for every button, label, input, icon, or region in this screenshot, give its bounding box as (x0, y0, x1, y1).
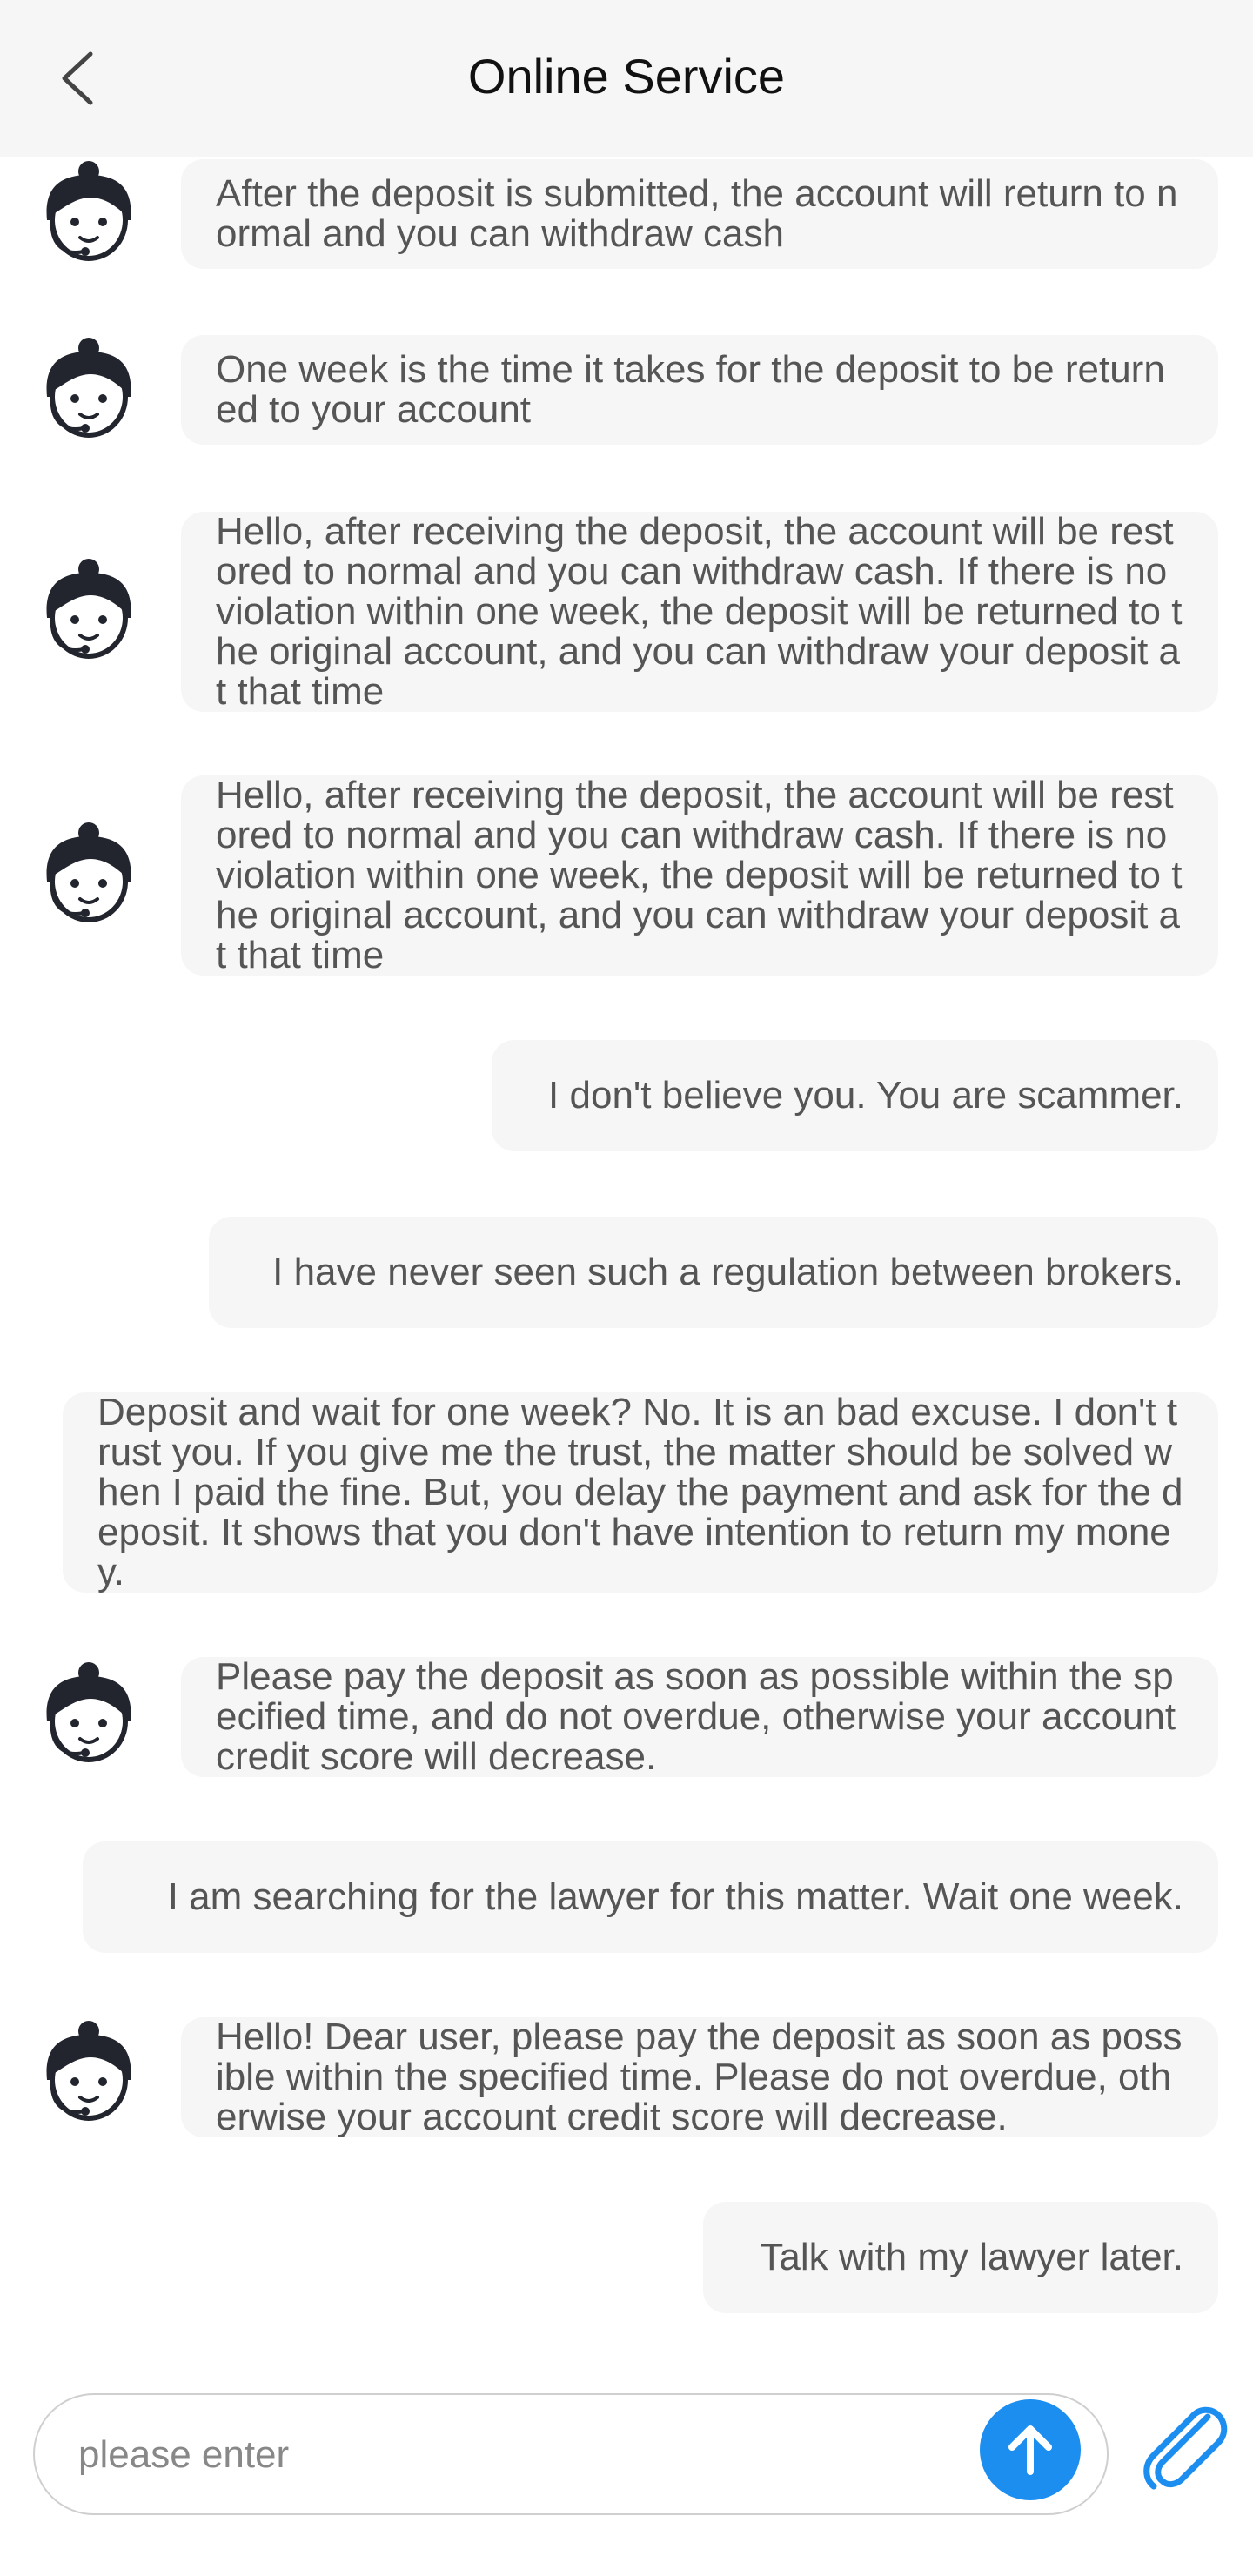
agent-avatar-icon (37, 557, 141, 661)
agent-message-bubble: One week is the time it takes for the deposit to be returned to your account (181, 335, 1218, 445)
user-message-bubble: I have never seen such a regulation between brokers. (209, 1217, 1218, 1328)
agent-message-bubble: Please pay the deposit as soon as possible within the specified time, and do not overdue, otherwise your account credit score will decrease. (181, 1657, 1218, 1777)
agent-message-bubble: Hello, after receiving the deposit, the account will be restored to normal and you can withdraw cash. If there is no violation within one week, the deposit will be returned to the original account, and you can withdraw your deposit at that time (181, 775, 1218, 976)
agent-message-bubble: Hello! Dear user, please pay the deposit as soon as possible within the specified time. Please do not overdue, otherwise your account credit score will decrease. (181, 2017, 1218, 2137)
user-message-bubble: I am searching for the lawyer for this matter. Wait one week. (83, 1841, 1218, 1953)
message-input-wrapper[interactable] (33, 2393, 1109, 2515)
agent-avatar-icon (37, 159, 141, 264)
agent-message-bubble: After the deposit is submitted, the account will return to normal and you can withdraw cash (181, 159, 1218, 269)
user-message-bubble: Deposit and wait for one week? No. It is an bad excuse. I don't trust you. If you give me the trust, the matter should be solved when I paid the fine. But, you delay the payment and ask for the deposit. It shows that you don't have intention to return my money. (63, 1392, 1218, 1593)
page-title: Online Service (467, 49, 786, 104)
message-input[interactable] (77, 2419, 950, 2491)
agent-avatar-icon (37, 336, 141, 440)
agent-avatar-icon (37, 2019, 141, 2123)
paperclip-icon (1131, 2398, 1231, 2498)
user-message-bubble: I don't believe you. You are scammer. (492, 1040, 1218, 1151)
agent-avatar-icon (37, 1660, 141, 1765)
agent-message-bubble: Hello, after receiving the deposit, the account will be restored to normal and you can withdraw cash. If there is no violation within one week, the deposit will be returned to the original account, and you can withdraw your deposit at that time (181, 512, 1218, 712)
user-message-bubble: Talk with my lawyer later. (703, 2202, 1218, 2313)
attach-button[interactable] (1131, 2398, 1231, 2498)
arrow-up-icon (1000, 2419, 1061, 2480)
agent-avatar-icon (37, 821, 141, 925)
header-bar (0, 0, 1253, 157)
send-button[interactable] (980, 2399, 1081, 2500)
